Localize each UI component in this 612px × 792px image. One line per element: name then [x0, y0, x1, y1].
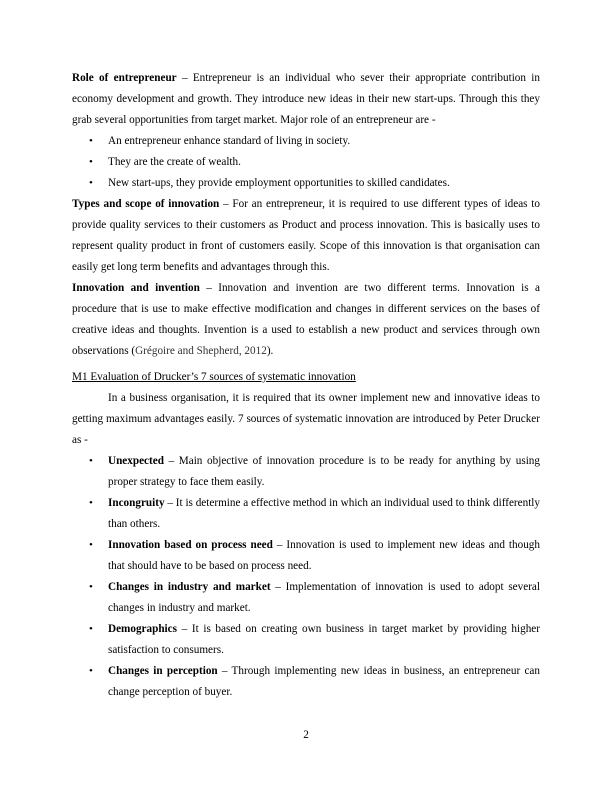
role-term: Role of entrepreneur [72, 72, 177, 84]
types-text: – For an entrepreneur, it is required to use different types of ideas to provide quality services to their customers as Product and process innovation. This is basically uses to represent quality product in front of customers easily. Scope of this innovation is that organisation can easily get long term benefits and advantages through this. [72, 198, 540, 273]
page-content [72, 68, 540, 703]
item-text: – It is determine a effective method in which an individual used to think differently than others. [108, 497, 540, 530]
list-item [72, 619, 540, 661]
item-term: Changes in perception [108, 665, 218, 677]
list-item: • An entrepreneur enhance standard of living in society. [72, 131, 540, 152]
m1-intro-paragraph: In a business organisation, it is required that its owner implement new and innovative ideas to getting maximum advantages easily. 7 sources of systematic innovation are introduced by Peter Drucker as - [72, 392, 540, 446]
invention-text: – Innovation and invention are two different terms. Innovation is a procedure that is use to make effective modification and changes in different services on the bases of creative ideas and thoughts. Invention is a used to establish a new product and services through own observations ( [72, 282, 540, 357]
item-text: – It is based on creating own business in target market by providing higher satisfaction to consumers. [108, 623, 540, 656]
types-term: Types and scope of innovation [72, 198, 220, 210]
role-bullet-list [72, 131, 540, 194]
invention-paragraph [72, 278, 540, 362]
list-item: • New start-ups, they provide employment opportunities to skilled candidates. [72, 173, 540, 194]
list-item [72, 577, 540, 619]
list-item: • They are the create of wealth. [72, 152, 540, 173]
page-number: 2 [303, 729, 309, 741]
list-item [72, 451, 540, 493]
item-text: – Implementation of innovation is used to adopt several changes in industry and market. [108, 581, 540, 614]
list-item [72, 493, 540, 535]
item-term: Changes in industry and market [108, 581, 271, 593]
item-text: – Innovation is used to implement new ideas and though that should have to be based on process need. [108, 539, 540, 572]
section-heading: M1 Evaluation of Drucker’s 7 sources of systematic innovation [72, 371, 356, 383]
role-paragraph [72, 68, 540, 131]
drucker-sources-list [72, 451, 540, 703]
list-item [72, 535, 540, 577]
list-item [72, 661, 540, 703]
item-term: Innovation based on process need [108, 539, 273, 551]
item-term: Incongruity [108, 497, 165, 509]
citation: Grégoire and Shepherd, 2012 [135, 345, 267, 357]
invention-text-end: ). [266, 345, 274, 357]
item-text: – Through implementing new ideas in business, an entrepreneur can change perception of buyer. [108, 665, 540, 698]
invention-term: Innovation and invention [72, 282, 200, 294]
role-text: – Entrepreneur is an individual who sever their appropriate contribution in economy development and growth. They introduce new ideas in their new start-ups. Through this they grab several opportunities from target market. Major role of an entrepreneur are - [72, 72, 540, 126]
item-term: Unexpected [108, 455, 164, 467]
types-paragraph [72, 194, 540, 278]
item-term: Demographics [108, 623, 177, 635]
item-text: – Main objective of innovation procedure is to be ready for anything by using proper strategy to face them easily. [108, 455, 540, 488]
